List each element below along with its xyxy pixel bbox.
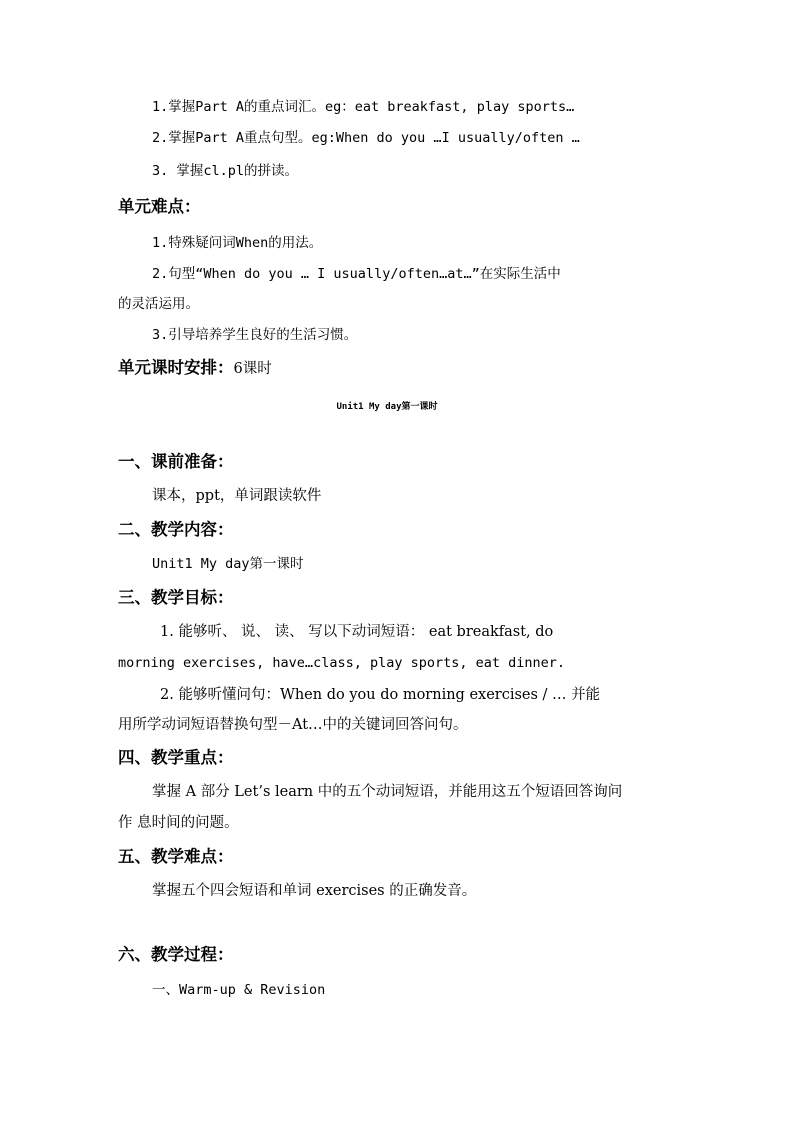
objective-line-4: 用所学动词短语替换句型－At…中的关键词回答问句。	[118, 717, 468, 733]
prep-heading: 一、课前准备：	[118, 452, 234, 471]
objective-line-3: 2. 能够听懂问句：When do you do morning exercises / … 并能	[160, 687, 601, 703]
process-step-1: 一、Warm-up & Revision	[152, 982, 326, 998]
unit-goal-2: 2.掌握Part A重点句型。eg:When do you …I usually/often …	[152, 130, 580, 146]
key-points-heading: 四、教学重点：	[118, 748, 234, 767]
objective-line-1: 1. 能够听、 说、 读、 写以下动词短语： eat breakfast, do	[160, 624, 554, 640]
content-text: Unit1 My day第一课时	[152, 556, 304, 572]
unit-goal-1: 1.掌握Part A的重点词汇。eg：eat breakfast, play sports…	[152, 99, 575, 115]
objectives-heading: 三、教学目标：	[118, 588, 234, 607]
difficulty-2: 2.句型“When do you … I usually/often…at…”在实际生活中	[152, 266, 561, 282]
content-heading: 二、教学内容：	[118, 520, 234, 539]
objective-line-2: morning exercises, have…class, play sports, eat dinner.	[118, 655, 566, 671]
difficulty-1: 1.特殊疑问词When的用法。	[152, 235, 323, 251]
key-points-line-2: 作 息时间的问题。	[118, 815, 239, 831]
prep-text: 课本，ppt，单词跟读软件	[152, 488, 322, 504]
difficulty-2-cont: 的灵活运用。	[118, 296, 199, 312]
key-points-line-1: 掌握 A 部分 Let’s learn 中的五个动词短语，并能用这五个短语回答询问	[152, 784, 623, 800]
schedule-value: 6课时	[233, 361, 272, 377]
schedule-line	[118, 358, 272, 379]
difficulty-3: 3.引导培养学生良好的生活习惯。	[152, 327, 358, 343]
unit-goal-3: 3. 掌握cl.pl的拼读。	[152, 163, 299, 179]
difficulties-heading: 单元难点：	[118, 197, 201, 216]
hard-points-heading: 五、教学难点：	[118, 847, 234, 866]
schedule-heading: 单元课时安排：	[118, 358, 234, 377]
process-heading: 六、教学过程：	[118, 945, 234, 964]
lesson-title: Unit1 My day第一课时	[336, 402, 438, 412]
hard-points-text: 掌握五个四会短语和单词 exercises 的正确发音。	[152, 883, 477, 899]
